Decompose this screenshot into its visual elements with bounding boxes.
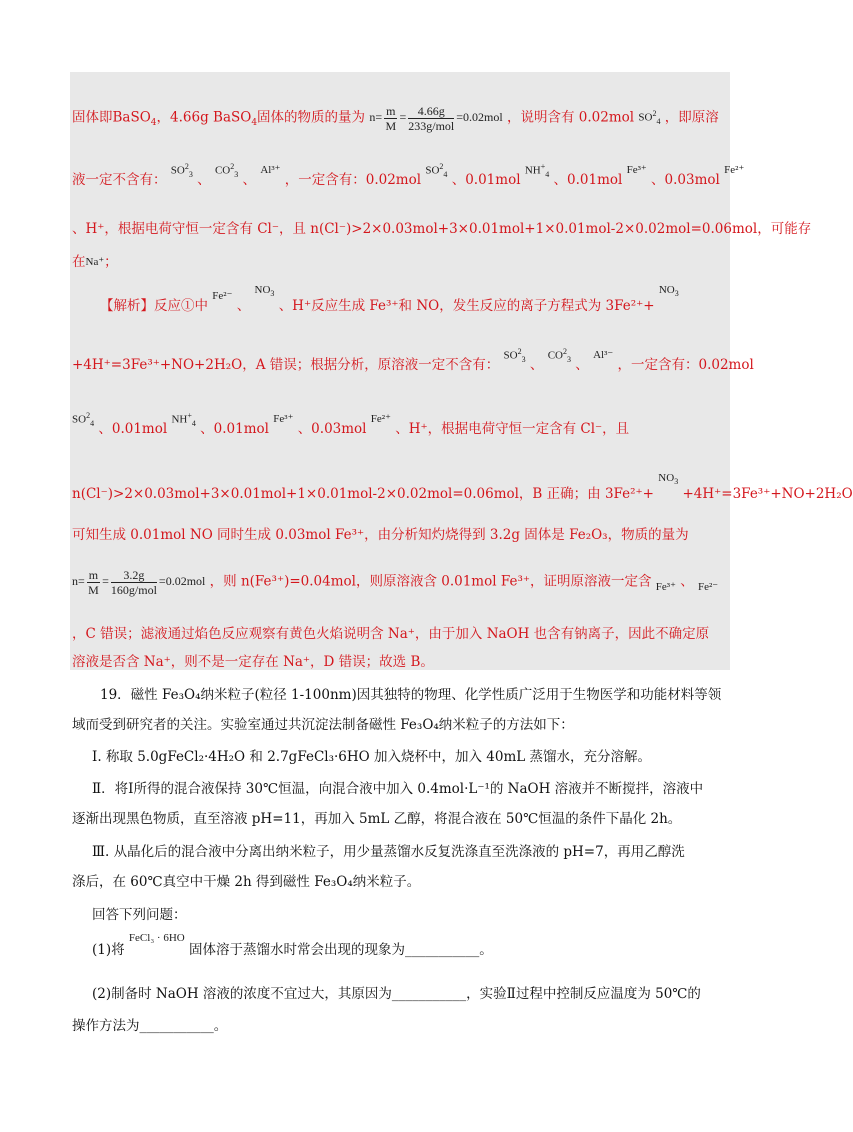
text: ； [104,254,118,270]
analysis-line-6 [72,347,754,375]
analysis-line-10 [72,568,718,597]
text: 在 [72,254,86,270]
text: 、0.01mol [451,172,521,188]
ion-label: NO [658,284,675,297]
moles-formula [72,568,206,597]
text: 固体即BaSO [72,109,151,126]
step-2-line-2: 逐渐出现黑色物质，直至溶液 pH=11，再加入 5mL 乙醇，将混合液在 50℃恒温的条件下晶化 2h。 [72,811,682,827]
result: =0.02mol [456,110,503,125]
text: 、H⁺，根据电荷守恒一定含有 Cl⁻，且 [395,421,630,437]
denominator: M [88,583,99,597]
separator: 、 [242,172,257,188]
question-19-intro-2: 域而受到研究者的关注。实验室通过共沉淀法制备磁性 Fe₃O₄纳米粒子的方法如下： [72,717,574,733]
separator: 、 [236,298,251,314]
text: 固体的物质的量为 [257,109,366,126]
sulfite-ion: $SO^2_3$ [170,162,193,179]
text: 反应①中 [154,298,208,314]
ion-label: NH [524,164,541,177]
ion-label: NO [254,284,271,297]
text: ，一定含有：0.02mol [617,357,754,373]
sodium-ion: Na⁺ [85,256,105,268]
text: 、0.03mol [651,172,720,188]
carbonate-ion: $CO^2_3$ [214,162,239,179]
carbonate-ion: $CO^2_3$ [547,347,571,364]
denominator: 160g/mol [110,583,157,597]
subquestion-2-line-2: 操作方法为___________。 [72,1018,228,1034]
separator: 、 [529,357,544,373]
n-label: n= [72,574,85,589]
step-1: Ⅰ. 称取 5.0gFeCl₂·4H₂O 和 2.7gFeCl₃·6HO 加入烧杯中，加入 40mL 蒸馏水，充分溶解。 [92,749,652,765]
analysis-line-8 [72,472,853,502]
sulfate-ion: $SO^2_4$ [72,411,95,428]
step-3-line-2: 涤后，在 60℃真空中干燥 2h 得到磁性 Fe₃O₄纳米粒子。 [72,874,421,890]
ion-label: NO [658,472,675,485]
ion-label: SO [170,164,185,177]
analysis-line-11: ，C 错误；滤液通过焰色反应观察有黄色火焰说明含 Na⁺，由于加入 NaOH 也含有钠离子，因此不确定原 [72,626,710,642]
denominator: 233g/mol [408,119,455,133]
ammonium-ion: $NH^+_4$ [524,162,550,179]
aluminum-ion: Al³⁺ [260,164,281,176]
ion-label: CO [214,164,231,177]
text: 、0.01mol [98,421,168,437]
nitrate-ion: $NO_3$ [658,284,679,299]
text: n(Cl⁻)>2×0.03mol+3×0.01mol+1×0.01mol-2×0.02mol=0.06mol，B 正确；由 3Fe²⁺+ [72,486,654,502]
analysis-heading: 【解析】 [100,298,154,314]
subquestion-2-line-1: (2)制备时 NaOH 溶液的浓度不宜过大，其原因为___________，实验Ⅱ过程中控制反应温度为 50℃的 [92,986,701,1002]
step-3-line-1: Ⅲ. 从晶化后的混合液中分离出纳米粒子，用少量蒸馏水反复洗涤直至洗涤液的 pH=7，再用乙醇洗 [92,844,685,860]
sulfate-ion: $SO^2_4$ [425,162,448,179]
text: 、0.01mol [200,421,269,437]
m-over-M [384,104,397,133]
nitrate-ion: $NO_3$ [254,284,275,299]
ferric-ion: Fe³⁺ [273,413,294,425]
numerator: m [88,568,99,582]
analysis-line-7 [72,411,630,439]
analysis-line-5 [100,284,679,314]
sulfite-ion: $SO^2_3$ [503,347,526,364]
ion-label: SO [503,349,518,362]
analysis-line-12: 溶液是否含 Na⁺，则不是一定存在 Na⁺，D 错误；故选 B。 [72,654,434,670]
text: ，说明含有 0.02mol [507,109,635,126]
text: (1)将 [92,942,125,958]
text: 液一定不含有： [72,172,167,188]
answer-prompt: 回答下列问题： [92,907,187,923]
text: ，即原溶 [664,109,719,126]
ion-label: SO [638,111,653,124]
numerator: 4.66g [408,104,454,119]
ferrous-ion: Fe²⁺ [724,164,745,176]
analysis-line-2 [72,162,745,190]
ion-label: SO [425,164,440,177]
separator: 、 [575,357,589,373]
text: +4H⁺=3Fe³⁺+NO+2H₂O，A 错误；根据分析，原溶液一定不含有： [72,357,500,373]
text: 、H⁺反应生成 Fe³⁺和 NO，发生反应的离子方程式为 3Fe²⁺+ [278,298,655,314]
sulfate-ion: $SO^2_4$ [638,109,661,127]
equals: = [102,574,109,589]
separator: 、 [680,573,694,590]
numerator: m [386,104,396,118]
nitrate-ion: $NO_3$ [658,472,679,487]
analysis-line-3: 、H⁺，根据电荷守恒一定含有 Cl⁻，且 n(Cl⁻)>2×0.03mol+3×0.01mol+1×0.01mol-2×0.02mol=0.06mol，可能存 [72,221,812,237]
n-label: n= [369,110,383,125]
subquestion-1 [92,932,493,958]
analysis-line-4 [72,250,118,270]
analysis-line-1 [72,104,719,133]
ammonium-ion: $NH^+_4$ [171,411,196,428]
ferric-ion: Fe³⁺ [626,164,647,176]
step-2-line-1: Ⅱ．将Ⅰ所得的混合液保持 30℃恒温，向混合液中加入 0.4mol·L⁻¹的 NaOH 溶液并不断搅拌，溶液中 [92,781,704,797]
denominator: M [385,119,397,133]
ferrous-ion: Fe²⁻ [212,290,233,302]
ferric-ion: Fe³⁺ [655,581,676,594]
m-over-M [87,568,100,597]
ion-label: SO [72,413,87,426]
analysis-line-9: 可知生成 0.01mol NO 同时生成 0.03mol Fe³⁺，由分析知灼烧得到 3.2g 固体是 Fe₂O₃，物质的量为 [72,527,689,543]
text: 、0.01mol [553,172,623,188]
equals: = [399,110,407,125]
ion-label: NH [171,413,188,426]
text: ，4.66g BaSO [156,109,252,126]
text: ，则 n(Fe³⁺)=0.04mol，则原溶液含 0.01mol Fe³⁺，证明原溶液一定含 [209,573,652,590]
text: 固体溶于蒸馏水时常会出现的现象为___________。 [189,942,493,958]
moles-formula [369,104,503,133]
separator: 、 [197,172,211,188]
subscript: 4 [251,117,258,128]
mass-fraction [408,104,454,133]
text: +4H⁺=3Fe³⁺+NO+2H₂O [682,486,853,502]
subscript: 4 [150,117,157,128]
numerator: 3.2g [111,568,157,583]
ferrous-ion: Fe²⁻ [698,581,719,594]
text: 、0.03mol [297,421,367,437]
mass-fraction [111,568,157,597]
ferric-chloride-hexahydrate: FeCl₃ · 6HO [128,932,185,944]
aluminum-ion: Al³⁻ [593,349,614,361]
result: =0.02mol [158,574,206,589]
text: ，一定含有：0.02mol [284,172,422,188]
ferrous-ion: Fe²⁺ [370,413,391,425]
ion-label: CO [547,349,563,362]
question-19-intro-1: 19．磁性 Fe₃O₄纳米粒子(粒径 1-100nm)因其独特的物理、化学性质广泛用于生物医学和功能材料等领 [100,687,722,703]
